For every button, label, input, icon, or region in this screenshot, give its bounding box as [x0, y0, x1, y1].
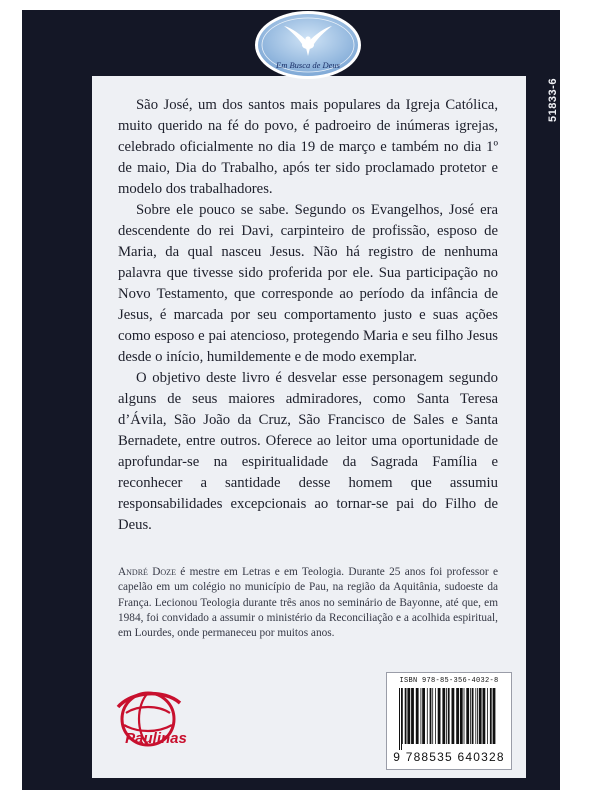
spine-code [545, 60, 561, 140]
barcode-bar [456, 688, 459, 744]
synopsis-paragraph-3: O objetivo deste livro é desvelar esse personagem segundo alguns de seus maiores admiradores, como Santa Teresa d’Ávila, São João da Cruz, São Francisco de Sales e Santa Bernadete, entre outros. Oferece ao leitor uma oportunidade de aprofundar-se na espiritualidade da Sagrada Família e reconhecer a santidade desse homem que assumiu responsabilidades excepcionais ao tornar-se pai do Filho de Deus. [118, 370, 498, 533]
series-seal-graphic [252, 8, 364, 82]
barcode-bar [483, 688, 486, 744]
barcode-bar [446, 688, 447, 744]
barcode-bar [402, 688, 403, 744]
barcode-bar [493, 688, 496, 744]
synopsis [118, 95, 498, 536]
author-note [118, 565, 498, 641]
barcode-bars [397, 688, 501, 750]
synopsis-paragraph-2: Sobre ele pouco se sabe. Segundo os Evangelhos, José era descendente do rei Davi, carpinteiro de profissão, esposo de Maria, da qual nasceu Jesus. Não há registro de nenhuma palavra que tivesse sido proferida por ele. Sua participação no Novo Testamento, que corresponde ao período da infância de Jesus, é marcada por seu comportamento justo e suas ações como esposo e pai atencioso, protegendo Maria e seu filho Jesus desde o início, humildemente e de modo exemplar. [118, 202, 498, 365]
barcode-bar [407, 688, 410, 744]
barcode-bar [416, 688, 419, 744]
publisher-logo-graphic [112, 683, 204, 761]
barcode-bar [421, 688, 422, 744]
barcode-bar [405, 688, 407, 744]
barcode-bar [422, 688, 425, 744]
barcode-bar [475, 688, 476, 744]
barcode-bar [438, 688, 441, 744]
barcode-bar [464, 688, 465, 744]
barcode-guard-bar [401, 688, 402, 750]
barcode-bar [472, 688, 474, 744]
barcode-bar [487, 688, 488, 744]
publisher-logo [112, 683, 204, 761]
barcode-bar [470, 688, 471, 744]
isbn-label: ISBN 978-85-356-4032-8 [399, 677, 499, 685]
barcode-bar [477, 688, 478, 744]
series-seal-label: Em Busca de Deus [276, 60, 340, 70]
barcode-digits: 9 788535 640328 [393, 750, 505, 764]
barcode-bar [427, 688, 428, 744]
synopsis-paragraph-1: São José, um dos santos mais populares da Igreja Católica, muito querido na fé do povo, é padroeiro de inúmeras igrejas, celebrado oficialmente no dia 19 de março e também no dia 1º de maio, Dia do Trabalho, após ter sido proclamado protetor e modelo dos trabalhadores. [118, 97, 498, 197]
publisher-name: Paulinas [125, 730, 187, 747]
barcode-bar [479, 688, 482, 744]
barcode-bar [460, 688, 463, 744]
author-bio: é mestre em Letras e em Teologia. Durante 25 anos foi professor e capelão em um colégio no município de Pau, na região da Aquitânia, sudoeste da França. Lecionou Teologia durante três anos no seminário de Bayonne, até que, em 1984, foi convidado a assumir o ministério da Reconciliação e a acolhida espiritual, em Lourdes, onde permaneceu por muitos anos. [118, 566, 498, 640]
barcode-bar [442, 688, 445, 744]
spine-code-text: 51833-6 [547, 78, 559, 122]
barcode [397, 688, 501, 750]
barcode-bar [490, 688, 492, 744]
barcode-bar [435, 688, 436, 744]
author-name: André Doze [118, 566, 176, 578]
barcode-bar [448, 688, 450, 744]
barcode-bar [452, 688, 455, 744]
barcode-guard-bar [399, 688, 400, 750]
isbn-barcode-block [386, 672, 512, 770]
series-seal [252, 8, 364, 82]
barcode-bar [466, 688, 469, 744]
barcode-bar [432, 688, 433, 744]
barcode-bar [411, 688, 414, 744]
barcode-bar [430, 688, 432, 744]
